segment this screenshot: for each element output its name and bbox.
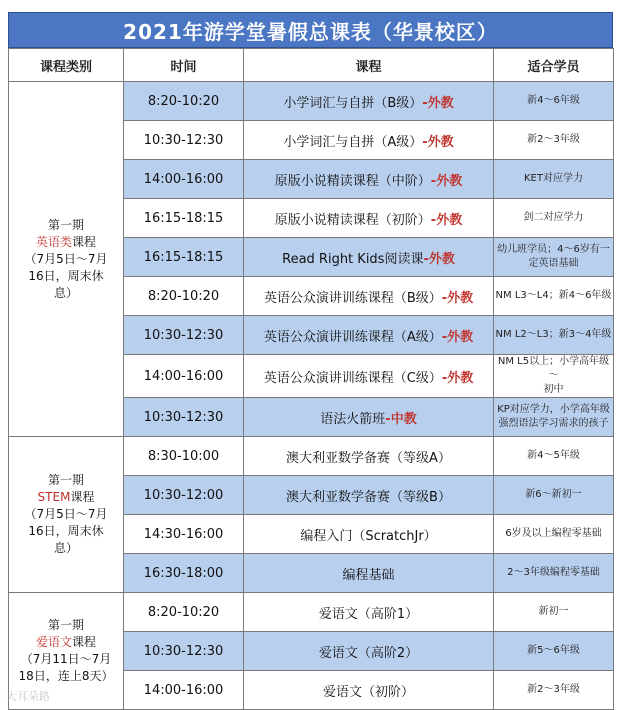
course-name: 爱语文（高阶2） xyxy=(318,645,419,661)
time-cell: 10:30-12:30 xyxy=(124,398,244,437)
teacher-tag: -外教 xyxy=(422,95,454,111)
course-name: 英语公众演讲训练课程（A级） xyxy=(263,329,442,345)
course-cell xyxy=(244,355,494,398)
page-title: 2021年游学堂暑假总课表（华景校区） xyxy=(8,12,613,48)
table-row xyxy=(9,82,614,121)
category-dates-3: 息） xyxy=(53,285,78,300)
header-course: 课程 xyxy=(244,49,494,82)
schedule-table xyxy=(8,48,614,710)
category-subject: STEM xyxy=(37,490,71,504)
teacher-tag: -外教 xyxy=(422,134,454,150)
teacher-tag: -外教 xyxy=(430,173,463,189)
course-name: 原版小说精读课程（中阶） xyxy=(274,173,431,189)
course-cell xyxy=(244,199,494,238)
category-dates: （7月5日～7月 xyxy=(24,251,108,266)
time-cell: 10:30-12:30 xyxy=(124,316,244,355)
course-name: 爱语文（初阶） xyxy=(322,684,414,700)
students-text: KP对应学力，小学高年级 xyxy=(497,404,610,415)
time-cell: 8:30-10:00 xyxy=(124,437,244,476)
table-row xyxy=(9,593,614,632)
students-text: 幼儿班学员；4～6岁有一 xyxy=(497,244,610,255)
category-name xyxy=(9,234,123,251)
students-text: NM L3～L4；新4～6年级 xyxy=(495,290,612,301)
course-cell xyxy=(244,398,494,437)
category-subject: 英语类 xyxy=(35,234,72,249)
category-subject: 爱语文 xyxy=(35,635,72,649)
course-cell xyxy=(244,554,494,593)
course-cell xyxy=(244,160,494,199)
category-suffix: 课程 xyxy=(70,490,95,504)
students-text: NM L2～L3；新3～4年级 xyxy=(495,329,612,340)
students-text-2: 初中 xyxy=(543,384,564,395)
students-cell xyxy=(494,632,614,671)
time-cell: 8:20-10:20 xyxy=(124,593,244,632)
students-text: 新6～新初一 xyxy=(525,489,582,500)
course-name: 小学词汇与自拼（A级） xyxy=(283,134,423,150)
students-text-2: 定英语基础 xyxy=(528,258,579,269)
teacher-tag: -外教 xyxy=(441,370,474,386)
students-text: 新4～5年级 xyxy=(527,450,580,461)
course-cell xyxy=(244,316,494,355)
teacher-tag: -外教 xyxy=(441,290,474,306)
students-text: 新2～3年级 xyxy=(527,684,580,695)
header-students: 适合学员 xyxy=(494,49,614,82)
students-cell xyxy=(494,355,614,398)
time-cell: 16:15-18:15 xyxy=(124,238,244,277)
students-cell xyxy=(494,671,614,710)
course-cell xyxy=(244,476,494,515)
students-text: 新初一 xyxy=(538,606,569,617)
course-name: 编程基础 xyxy=(342,567,395,583)
header-category: 课程类别 xyxy=(9,49,124,82)
category-cell-english xyxy=(9,82,124,437)
course-name: 英语公众演讲训练课程（B级） xyxy=(263,290,442,306)
category-dates-3: 息） xyxy=(53,541,78,555)
time-cell: 8:20-10:20 xyxy=(124,82,244,121)
time-cell: 16:30-18:00 xyxy=(124,554,244,593)
time-cell: 10:30-12:00 xyxy=(124,476,244,515)
watermark: 大耳朵路 xyxy=(6,690,50,703)
category-dates: （7月5日～7月 xyxy=(24,507,108,521)
course-name: Read Right Kids阅读课 xyxy=(282,251,424,267)
course-cell xyxy=(244,121,494,160)
students-cell xyxy=(494,199,614,238)
teacher-tag: -外教 xyxy=(441,329,474,345)
time-cell: 14:00-16:00 xyxy=(124,355,244,398)
students-cell xyxy=(494,277,614,316)
time-cell: 10:30-12:30 xyxy=(124,632,244,671)
students-cell xyxy=(494,121,614,160)
course-cell xyxy=(244,632,494,671)
students-cell xyxy=(494,82,614,121)
time-cell: 14:00-16:00 xyxy=(124,160,244,199)
header-time: 时间 xyxy=(124,49,244,82)
students-text: 2～3年级编程零基础 xyxy=(507,567,600,578)
course-name: 澳大利亚数学备赛（等级B） xyxy=(286,489,451,505)
category-dates: （7月11日～7月 xyxy=(20,652,112,666)
category-name xyxy=(9,634,123,651)
time-cell: 10:30-12:30 xyxy=(124,121,244,160)
students-text: 新2～3年级 xyxy=(527,134,580,145)
students-text: 剑二对应学力 xyxy=(523,212,584,223)
students-cell xyxy=(494,398,614,437)
course-cell xyxy=(244,238,494,277)
category-suffix: 课程 xyxy=(72,234,97,249)
students-text: 6岁及以上编程零基础 xyxy=(505,528,602,539)
category-dates-2: 16日，周末休 xyxy=(28,524,104,538)
teacher-tag: -外教 xyxy=(423,251,455,267)
course-name: 编程入门（ScratchJr） xyxy=(300,528,437,544)
course-cell xyxy=(244,671,494,710)
students-text: 新5～6年级 xyxy=(527,645,580,656)
course-cell xyxy=(244,82,494,121)
course-cell xyxy=(244,515,494,554)
students-cell xyxy=(494,238,614,277)
students-text-2: 强烈语法学习需求的孩子 xyxy=(498,418,609,429)
students-text: 新4～6年级 xyxy=(527,95,580,106)
time-cell: 14:00-16:00 xyxy=(124,671,244,710)
students-cell xyxy=(494,554,614,593)
students-cell xyxy=(494,316,614,355)
time-cell: 8:20-10:20 xyxy=(124,277,244,316)
students-cell xyxy=(494,160,614,199)
category-cell-stem xyxy=(9,437,124,593)
category-period: 第一期 xyxy=(47,473,84,487)
course-name: 小学词汇与自拼（B级） xyxy=(283,95,423,111)
course-name: 澳大利亚数学备赛（等级A） xyxy=(286,450,451,466)
students-text: NM L5以上；小学高年级～ xyxy=(497,356,610,381)
header-row xyxy=(9,49,614,82)
category-name xyxy=(9,489,123,506)
students-cell xyxy=(494,515,614,554)
time-cell: 14:30-16:00 xyxy=(124,515,244,554)
category-period: 第一期 xyxy=(47,217,84,232)
students-cell xyxy=(494,476,614,515)
time-cell: 16:15-18:15 xyxy=(124,199,244,238)
category-suffix: 课程 xyxy=(72,635,97,649)
students-cell xyxy=(494,437,614,476)
category-period: 第一期 xyxy=(47,618,84,632)
category-dates-2: 18日，连上8天） xyxy=(18,669,114,683)
course-name: 英语公众演讲训练课程（C级） xyxy=(263,370,442,386)
students-text: KET对应学力 xyxy=(524,173,583,184)
teacher-tag: -中教 xyxy=(385,411,417,427)
course-name: 爱语文（高阶1） xyxy=(318,606,419,622)
course-cell xyxy=(244,277,494,316)
category-dates-2: 16日，周末休 xyxy=(28,268,104,283)
students-cell xyxy=(494,593,614,632)
course-name: 语法火箭班 xyxy=(320,411,386,427)
table-row xyxy=(9,437,614,476)
course-cell xyxy=(244,593,494,632)
teacher-tag: -外教 xyxy=(430,212,463,228)
course-cell xyxy=(244,437,494,476)
course-name: 原版小说精读课程（初阶） xyxy=(274,212,431,228)
